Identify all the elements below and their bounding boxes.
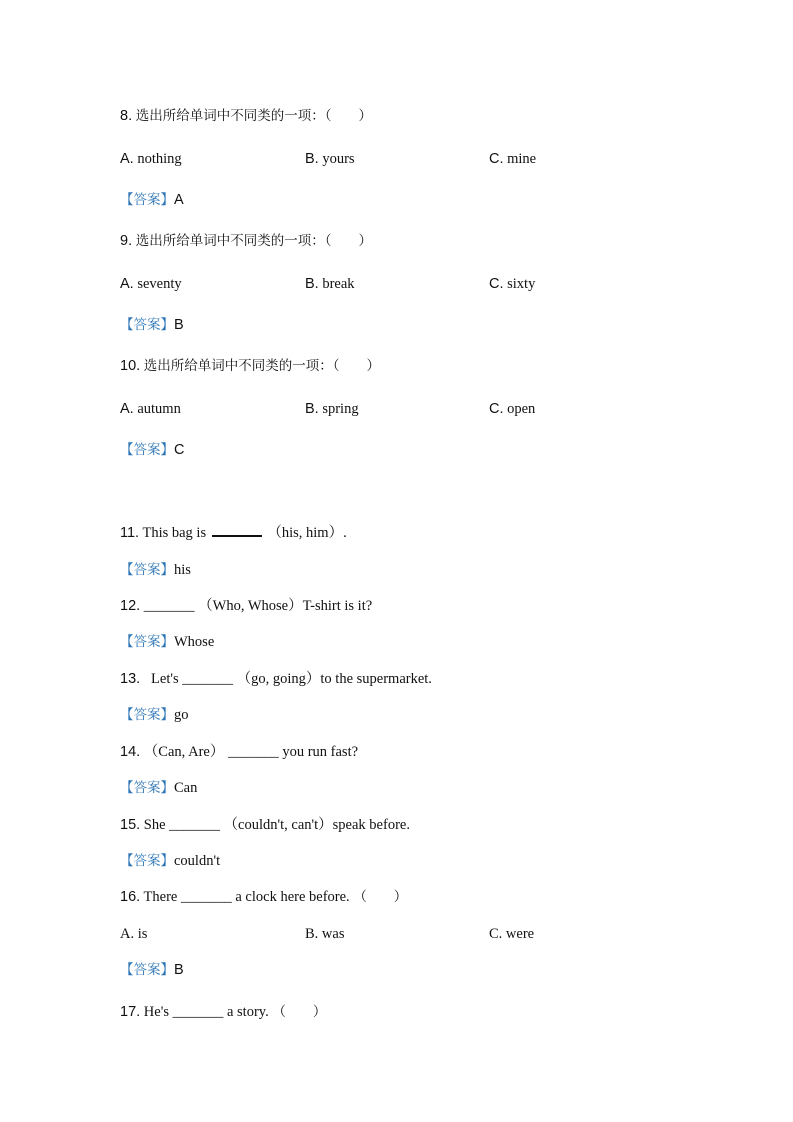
answer-blank: _______: [227, 744, 279, 760]
question-number: 8.: [120, 108, 133, 124]
answer-value: go: [174, 707, 189, 723]
answer-tag: 【答案】: [120, 317, 174, 333]
question-prompt: 选出所给单词中不同类的一项：（ ）: [135, 233, 372, 249]
answer-tag: 【答案】: [120, 562, 174, 578]
answer-blank: [212, 523, 262, 537]
option-a: A. seventy: [120, 276, 182, 292]
question-text-pre: Let's: [151, 671, 179, 687]
answer-parentheses: （ ）: [353, 889, 408, 905]
question-number: 12.: [120, 598, 141, 614]
answer-9: [120, 315, 184, 335]
option-b: B. yours: [305, 151, 355, 167]
option-c: C. mine: [489, 151, 537, 167]
answer-16: [120, 960, 184, 980]
question-10: [120, 356, 380, 376]
question-number: 10.: [120, 358, 141, 374]
answer-11: [120, 560, 191, 580]
question-text-pre: （Can, Are）: [143, 744, 225, 760]
question-text-post: a clock here before.: [235, 889, 350, 905]
question-number: 16.: [120, 889, 141, 905]
answer-8: [120, 190, 184, 210]
question-13: [120, 669, 432, 689]
answer-value: B: [174, 317, 184, 333]
question-text-pre: There: [143, 889, 178, 905]
question-8: [120, 106, 372, 126]
question-text-pre: She: [143, 817, 166, 833]
answer-blank: _______: [169, 817, 220, 833]
answer-value: B: [174, 962, 184, 978]
option-a: A. autumn: [120, 401, 181, 417]
option-a: A. nothing: [120, 151, 182, 167]
option-b: B. break: [305, 276, 355, 292]
question-prompt: 选出所给单词中不同类的一项：（ ）: [135, 108, 372, 124]
answer-tag: 【答案】: [120, 192, 174, 208]
question-17: [120, 1002, 326, 1022]
question-number: 15.: [120, 817, 141, 833]
question-text-post: （go, going）to the supermarket.: [236, 671, 432, 687]
answer-12: [120, 632, 214, 652]
question-text-post: you run fast?: [282, 744, 359, 760]
question-number: 9.: [120, 233, 133, 249]
answer-13: [120, 705, 189, 725]
answer-tag: 【答案】: [120, 442, 174, 458]
question-text-pre: This bag is: [142, 525, 207, 541]
answer-tag: 【答案】: [120, 962, 174, 978]
option-c: C. open: [489, 401, 536, 417]
question-text-post: （couldn't, can't）speak before.: [223, 817, 410, 833]
question-number: 11.: [120, 525, 140, 541]
answer-value: his: [174, 562, 191, 578]
option-a: A. is: [120, 926, 148, 942]
answer-tag: 【答案】: [120, 853, 174, 869]
question-11: [120, 523, 347, 543]
answer-blank: _______: [180, 889, 232, 905]
question-15: [120, 815, 410, 835]
question-9: [120, 231, 372, 251]
answer-value: C: [174, 442, 185, 458]
answer-value: A: [174, 192, 184, 208]
answer-10: [120, 440, 184, 460]
answer-value: Whose: [174, 634, 215, 650]
question-12: [120, 596, 372, 616]
answer-blank: _______: [172, 1004, 224, 1020]
question-number: 13.: [120, 671, 141, 687]
option-c: C. sixty: [489, 276, 536, 292]
question-text-pre: He's: [143, 1004, 169, 1020]
question-14: [120, 742, 358, 762]
question-text-post: （Who, Whose）T-shirt is it?: [198, 598, 373, 614]
answer-tag: 【答案】: [120, 634, 174, 650]
answer-blank: _______: [182, 671, 233, 687]
question-text-post: （his, him）.: [267, 525, 347, 541]
answer-value: Can: [174, 780, 198, 796]
question-text-post: a story.: [226, 1004, 269, 1020]
option-b: B. was: [305, 926, 345, 942]
answer-parentheses: （ ）: [272, 1004, 327, 1020]
option-c: C. were: [489, 926, 535, 942]
answer-15: [120, 851, 220, 871]
answer-14: [120, 778, 197, 798]
question-number: 14.: [120, 744, 141, 760]
question-number: 17.: [120, 1004, 141, 1020]
answer-blank: _______: [143, 598, 195, 614]
question-prompt: 选出所给单词中不同类的一项：（ ）: [143, 358, 381, 374]
option-b: B. spring: [305, 401, 359, 417]
answer-value: couldn't: [174, 853, 221, 869]
answer-tag: 【答案】: [120, 707, 174, 723]
answer-tag: 【答案】: [120, 780, 174, 796]
question-16: [120, 887, 407, 907]
